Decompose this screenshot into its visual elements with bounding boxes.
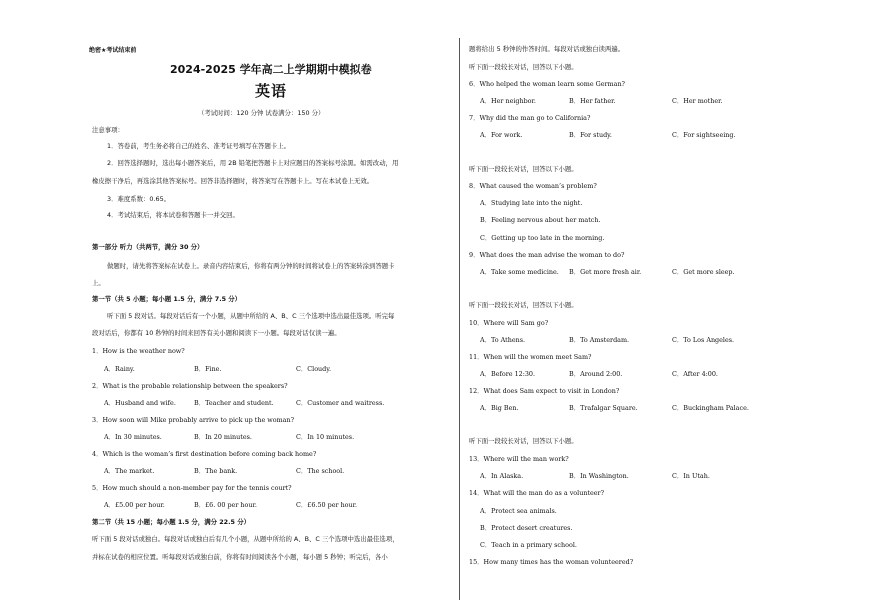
group3-lead: 听下面一段较长对话，回答以下小题。 (469, 301, 578, 309)
question-3: 3．How soon will Mike probably arrive to pick up the woman? (92, 416, 294, 424)
q14-option-a: A．Protect sea animals. (480, 507, 557, 515)
exam-title: 2024-2025 学年高二上学期期中模拟卷 (170, 63, 372, 76)
q1-option-c: C．Cloudy. (296, 365, 332, 373)
group1-lead: 听下面一段较长对话，回答以下小题。 (469, 63, 578, 71)
q10-option-a: A．To Athens. (480, 336, 526, 344)
q4-option-b: B．The bank. (194, 467, 238, 475)
question-7: 7．Why did the man go to California? (469, 114, 591, 122)
question-4: 4．Which is the woman’s first destination before coming back home? (92, 450, 317, 458)
q2-option-c: C．Customer and waitress. (296, 399, 385, 407)
section1-heading: 第一节（共 5 小题；每小题 1.5 分，满分 7.5 分） (92, 295, 242, 303)
column-divider (459, 38, 460, 600)
q13-option-c: C．In Utah. (672, 472, 710, 480)
q11-option-a: A．Before 12:30. (480, 370, 536, 378)
notes-heading: 注意事项： (92, 126, 124, 134)
part1-intro-cont: 上。 (92, 279, 105, 287)
q13-option-b: B．In Washington. (569, 472, 629, 480)
note-2: 2．回答选择题时，选出每小题答案后，用 2B 铅笔把答题卡上对应题目的答案标号涂黑。如需改动，用 (107, 159, 399, 167)
question-11: 11．When will the women meet Sam? (469, 353, 592, 361)
section2-intro-cont: 并标在试卷的相应位置。听每段对话或独白前，你将有时间阅读各个小题，每小题 5 秒钟；听完后，各小 (92, 553, 388, 561)
section2-intro: 听下面 5 段对话或独白。每段对话或独白后有几个小题，从题中所给的 A、B、C 三个选项中选出最佳选项， (92, 535, 399, 543)
question-6: 6．Who helped the woman learn some German? (469, 80, 625, 88)
q10-option-c: C．To Los Angeles. (672, 336, 735, 344)
q6-option-a: A．Her neighbor. (480, 97, 536, 105)
q4-option-a: A．The market. (104, 467, 155, 475)
q2-option-a: A．Husband and wife. (104, 399, 176, 407)
note-4: 4．考试结束后，将本试卷和答题卡一并交回。 (107, 211, 239, 219)
question-10: 10．Where will Sam go? (469, 319, 549, 327)
q13-option-a: A．In Alaska. (480, 472, 524, 480)
question-13: 13．Where will the man work? (469, 455, 569, 463)
q7-option-a: A．For work. (480, 131, 523, 139)
q5-option-c: C．£6.50 per hour. (296, 501, 358, 509)
q11-option-c: C．After 4:00. (672, 370, 718, 378)
q3-option-c: C．In 10 minutes. (296, 433, 355, 441)
group2-lead: 听下面一段较长对话，回答以下小题。 (469, 165, 578, 173)
q8-option-b: B．Feeling nervous about her match. (480, 216, 601, 224)
question-15: 15．How many times has the woman volunteered? (469, 558, 634, 566)
q6-option-b: B．Her father. (569, 97, 616, 105)
question-2: 2．What is the probable relationship between the speakers? (92, 382, 288, 390)
q5-option-a: A．£5.00 per hour. (104, 501, 165, 509)
q1-option-b: B．Fine. (194, 365, 222, 373)
part1-intro: 做题时，请先将答案标在试卷上。录音内容结束后，你将有两分钟的时间将试卷上的答案转涂到答题卡 (107, 262, 395, 270)
q14-option-b: B．Protect desert creatures. (480, 524, 573, 532)
q6-option-c: C．Her mother. (672, 97, 723, 105)
q9-option-b: B．Get more fresh air. (569, 268, 642, 276)
subject-title: 英语 (255, 82, 288, 100)
right-column (463, 0, 870, 615)
question-14: 14．What will the man do as a volunteer? (469, 489, 605, 497)
q5-option-b: B．£6. 00 per hour. (194, 501, 257, 509)
q3-option-b: B．In 20 minutes. (194, 433, 252, 441)
q7-option-b: B．For study. (569, 131, 612, 139)
group4-lead: 听下面一段较长对话，回答以下小题。 (469, 437, 578, 445)
q12-option-c: C．Buckingham Palace. (672, 404, 749, 412)
q3-option-a: A．In 30 minutes. (104, 433, 162, 441)
question-1: 1．How is the weather now? (92, 347, 185, 355)
q2-option-b: B．Teacher and student. (194, 399, 274, 407)
part1-heading: 第一部分 听力（共两节，满分 30 分） (92, 243, 204, 251)
q12-option-b: B．Trafalgar Square. (569, 404, 638, 412)
section1-intro: 听下面 5 段对话。每段对话后有一个小题，从题中所给的 A、B、C 三个选项中选出最佳选项。听完每 (107, 312, 395, 320)
note-1: 1．答卷前，考生务必将自己的姓名、准考证号填写在答题卡上。 (107, 142, 291, 150)
section2-intro-end: 题将给出 5 秒钟的作答时间。每段对话或独白读两遍。 (469, 45, 625, 53)
q9-option-a: A．Take some medicine. (480, 268, 559, 276)
q7-option-c: C．For sightseeing. (672, 131, 736, 139)
q14-option-c: C．Teach in a primary school. (480, 541, 577, 549)
note-2-cont: 橡皮擦干净后，再选涂其他答案标号。回答非选择题时，将答案写在答题卡上。写在本试卷上无效。 (92, 177, 374, 185)
q12-option-a: A．Big Ben. (480, 404, 519, 412)
section1-intro-cont: 段对话后，你都有 10 秒钟的时间来回答有关小题和阅读下一小题。每段对话仅读一遍。 (92, 329, 341, 337)
q8-option-a: A．Studying late into the night. (480, 199, 583, 207)
secret-label: 绝密★考试结束前 (89, 47, 137, 54)
question-5: 5．How much should a non-member pay for the tennis court? (92, 484, 292, 492)
q10-option-b: B．To Amsterdam. (569, 336, 630, 344)
note-3: 3．难度系数：0.65。 (107, 195, 171, 203)
exam-info: （考试时间：120 分钟 试卷满分：150 分） (198, 109, 325, 117)
question-9: 9．What does the man advise the woman to do? (469, 251, 625, 259)
q9-option-c: C．Get more sleep. (672, 268, 735, 276)
section2-heading: 第二节（共 15 小题；每小题 1.5 分，满分 22.5 分） (92, 518, 250, 526)
q1-option-a: A．Rainy. (104, 365, 135, 373)
question-8: 8．What caused the woman’s problem? (469, 182, 597, 190)
question-12: 12．What does Sam expect to visit in London? (469, 387, 620, 395)
q11-option-b: B．Around 2:00. (569, 370, 623, 378)
q8-option-c: C．Getting up too late in the morning. (480, 234, 605, 242)
q4-option-c: C．The school. (296, 467, 345, 475)
